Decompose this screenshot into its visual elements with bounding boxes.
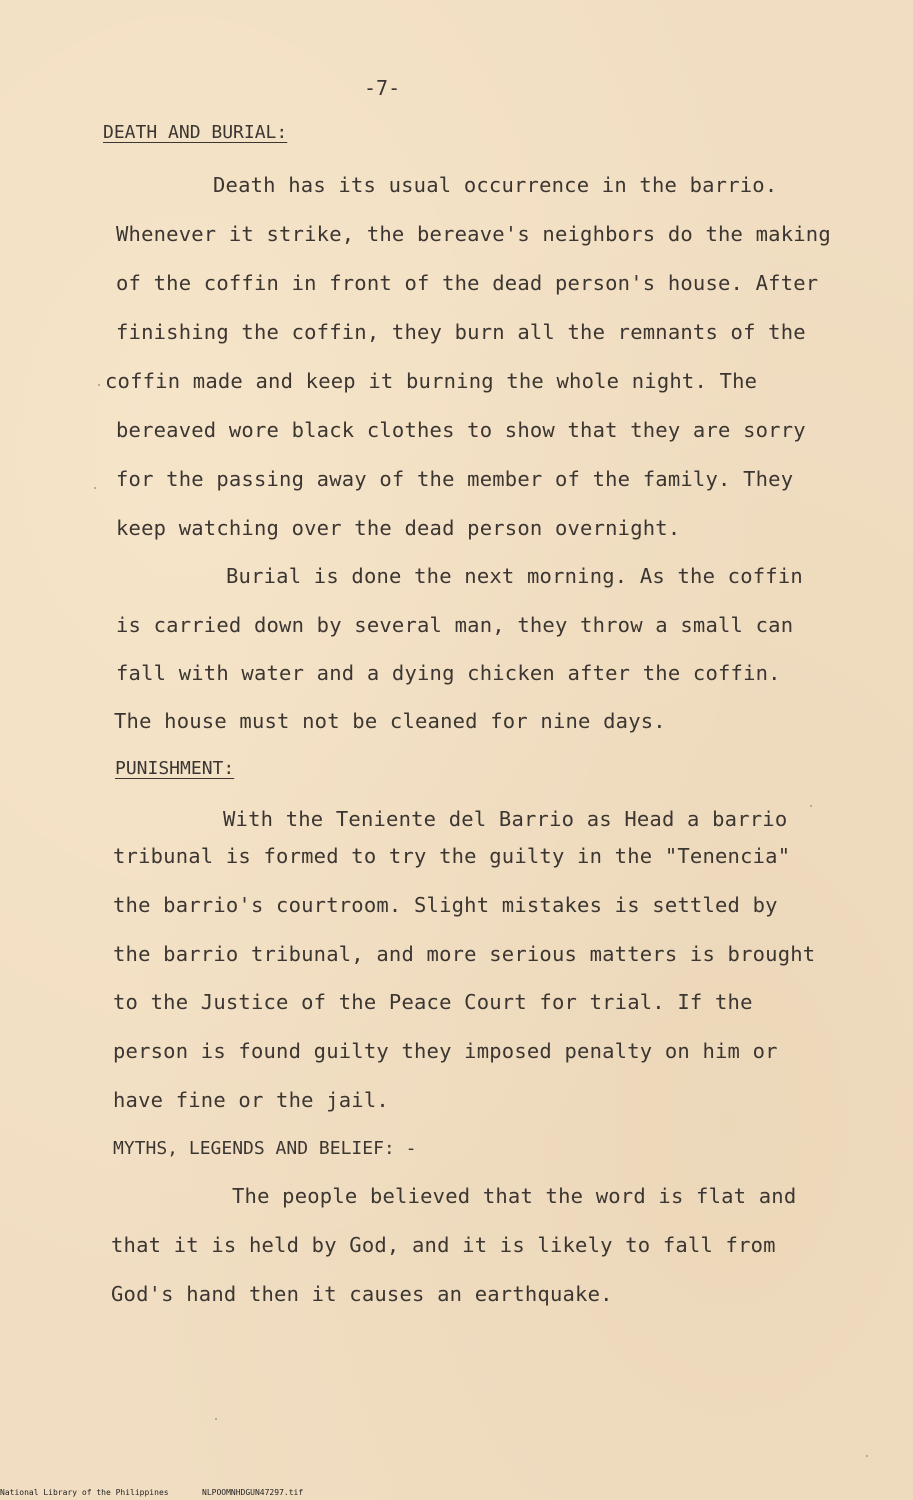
paper-speck: [94, 487, 96, 489]
paragraph-line: the barrio tribunal, and more serious matters is brought: [113, 942, 816, 966]
paper-speck: [810, 805, 812, 807]
paper-speck: [215, 1418, 217, 1420]
paper-speck: [98, 384, 100, 386]
heading-punishment: PUNISHMENT:: [115, 758, 235, 779]
paragraph-line: bereaved wore black clothes to show that they are sorry: [116, 418, 806, 442]
heading-death-and-burial: DEATH AND BURIAL:: [103, 122, 288, 143]
paragraph-line: The house must not be cleaned for nine days.: [114, 709, 666, 733]
footer-library-label: National Library of the Philippines: [0, 1488, 169, 1497]
heading-myths-legends-belief: MYTHS, LEGENDS AND BELIEF: -: [113, 1138, 417, 1159]
paragraph-line: With the Teniente del Barrio as Head a barrio: [223, 807, 788, 831]
footer-file-id: NLPOOMNHDGUN47297.tif: [202, 1488, 304, 1497]
paragraph-line: finishing the coffin, they burn all the remnants of the: [116, 320, 806, 344]
page-number: -7-: [364, 76, 401, 100]
paragraph-line: the barrio's courtroom. Slight mistakes is settled by: [113, 893, 778, 917]
paragraph-line: for the passing away of the member of the family. They: [116, 467, 794, 491]
paragraph-line: fall with water and a dying chicken after the coffin.: [116, 661, 781, 685]
paragraph-line: person is found guilty they imposed penalty on him or: [113, 1039, 778, 1063]
paragraph-line: have fine or the jail.: [113, 1088, 389, 1112]
paragraph-line: Burial is done the next morning. As the coffin: [226, 564, 803, 588]
paragraph-line: God's hand then it causes an earthquake.: [111, 1282, 613, 1306]
paper-speck: [866, 1455, 868, 1457]
paragraph-line: to the Justice of the Peace Court for trial. If the: [113, 990, 753, 1014]
paragraph-line: tribunal is formed to try the guilty in the "Tenencia": [113, 844, 791, 868]
paragraph-line: coffin made and keep it burning the whole night. The: [105, 369, 758, 393]
paragraph-line: Death has its usual occurrence in the barrio.: [213, 173, 778, 197]
paragraph-line: is carried down by several man, they throw a small can: [116, 613, 794, 637]
paragraph-line: keep watching over the dead person overnight.: [116, 516, 681, 540]
paragraph-line: that it is held by God, and it is likely to fall from: [111, 1233, 776, 1257]
paragraph-line: Whenever it strike, the bereave's neighbors do the making: [116, 222, 831, 246]
paragraph-line: The people believed that the word is flat and: [232, 1184, 797, 1208]
paragraph-line: of the coffin in front of the dead person's house. After: [116, 271, 819, 295]
